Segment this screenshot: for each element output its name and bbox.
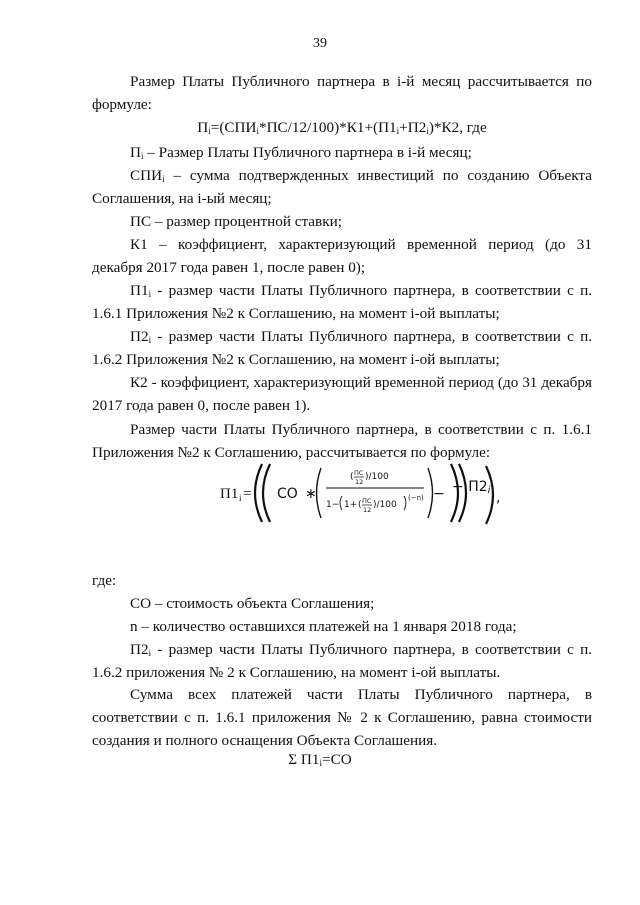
svg-text:(: ( [358,500,362,510]
formula-payment: $П_i=(СПИ_i*ПС/12/100)*К1+(П1_i+П2_i)*К2$, где [197,119,487,136]
num-open: ( [350,472,354,482]
definition-n: n – количество оставшихся платежей на 1 января 2018 года; [130,618,517,635]
den-inner: 1+ [344,500,358,510]
formula-part1-tail: − $П2_i$ [452,479,491,496]
definition-co: СО – стоимость объекта Соглашения; [130,595,375,612]
definition-k1: К1 – коэффициент, характеризующий временной период (до 31 декабря 2017 года равен 1, после равен 0); [92,236,592,276]
den-div: )/100 [373,500,397,510]
paragraph-part1-formula: Размер части Платы Публичного партнера, в соответствии с п. 1.6.1 Приложения №2 к Соглашению, рассчитывается по формуле: [92,421,592,461]
outer-close-parens [478,462,508,528]
definition-pi: $П_i$ – Размер Платы Публичного партнера в i-й месяц; [130,144,472,161]
definition-p2: $П2_i$ - размер части Платы Публичного партнера, в соответствии с п. 1.6.2 Приложения №2 к Соглашению, на момент i-ой выплаты; [92,328,592,368]
svg-text:,: , [496,490,501,506]
num-div: )/100 [365,472,389,482]
definition-spi: $СПИ_i$ – сумма подтвержденных инвестиций по созданию Объекта Соглашения, на i-ый месяц; [92,167,592,207]
den-1: 1− [326,500,340,510]
definition-k2: К2 - коэффициент, характеризующий временной период (до 31 декабря 2017 года равен 0, после равен 1). [92,374,592,414]
definition-p1: $П1_i$ - размер части Платы Публичного партнера, в соответствии с п. 1.6.1 Приложения №2 к Соглашению, на момент i-ой выплаты; [92,282,592,322]
intro-paragraph: Размер Платы Публичного партнера в i-й месяц рассчитывается по формуле: [92,73,592,113]
f2-co: СО [277,486,298,502]
num-ps: ПС [354,469,364,477]
page-number: 39 [313,36,327,51]
definition-p2-second: $П2_i$ - размер части Платы Публичного партнера, в соответствии с п. 1.6.2 приложения № 2 к Соглашению, на момент i-ой выплаты. [92,641,592,681]
f2-lhs-sub: i [239,493,242,503]
f2-eq: = [243,486,252,502]
num-12: 12 [355,478,364,486]
f2-lhs: П1 [220,486,239,502]
paragraph-sum: Сумма всех платежей части Платы Публичного партнера, в соответствии с п. 1.6.1 приложения № 2 к Соглашению, равна стоимости создания и полного оснащения Объекта Соглашения. [92,686,592,749]
formula-sum: Σ $П1_i=СО$ [288,751,352,768]
where-label: где: [92,572,117,589]
f2-minus: − [433,486,445,502]
den-12: 12 [363,506,372,514]
definition-ps: ПС – размер процентной ставки; [130,213,342,230]
f2-star: ∗ [305,486,317,502]
den-exp: (−n) [408,494,424,502]
den-ps: ПС [362,497,372,505]
